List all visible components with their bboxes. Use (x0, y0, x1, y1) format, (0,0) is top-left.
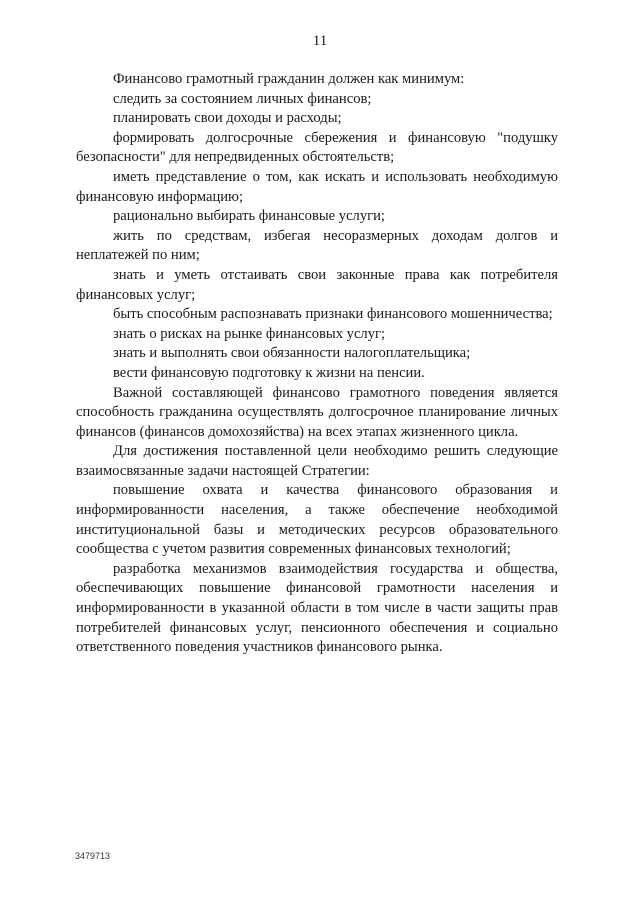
document-body (76, 70, 558, 658)
list-item: иметь представление о том, как искать и использовать необходимую финансовую информацию; (76, 168, 558, 205)
paragraph: Финансово грамотный гражданин должен как минимум: (113, 71, 465, 87)
list-item: планировать свои доходы и расходы; (113, 110, 342, 127)
list-item: быть способным распознавать признаки финансового мошенничества; (113, 306, 553, 323)
list-item: вести финансовую подготовку к жизни на пенсии. (113, 364, 425, 381)
task-item: разработка механизмов взаимодействия государства и общества, обеспечивающих повышение финансовой грамотности населения и информированности в указанной области в том числе в части защиты прав потребителей финансовых услуг, пенсионного обеспечения и социально ответственного поведения участников финансового рынка. (76, 560, 558, 656)
list-item: знать о рисках на рынке финансовых услуг; (113, 325, 386, 342)
list-item: знать и выполнять свои обязанности налогоплательщика; (113, 345, 471, 362)
document-code: 3479713 (75, 851, 111, 861)
paragraph: Для достижения поставленной цели необходимо решить следующие взаимосвязанные задачи настоящей Стратегии: (76, 443, 558, 479)
list-item: знать и уметь отстаивать свои законные права как потребителя финансовых услуг; (76, 266, 558, 303)
page-number: 11 (312, 33, 328, 49)
paragraph: Важной составляющей финансово грамотного поведения является способность гражданина осуществлять долгосрочное планирование личных финансов (финансов домохозяйства) на всех этапах жизненного цикла. (76, 384, 558, 440)
list-item: формировать долгосрочные сбережения и финансовую "подушку безопасности" для непредвиденных обстоятельств; (76, 129, 558, 166)
task-item: повышение охвата и качества финансового образования и информированности населения, а также обеспечение необходимой институциональной базы и методических ресурсов образовательного сообщества с учетом развития современных финансовых технологий; (76, 482, 558, 558)
list-item: жить по средствам, избегая несоразмерных доходам долгов и неплатежей по ним; (76, 227, 558, 264)
list-item: рационально выбирать финансовые услуги; (113, 208, 385, 225)
list-item: следить за состоянием личных финансов; (113, 90, 372, 107)
